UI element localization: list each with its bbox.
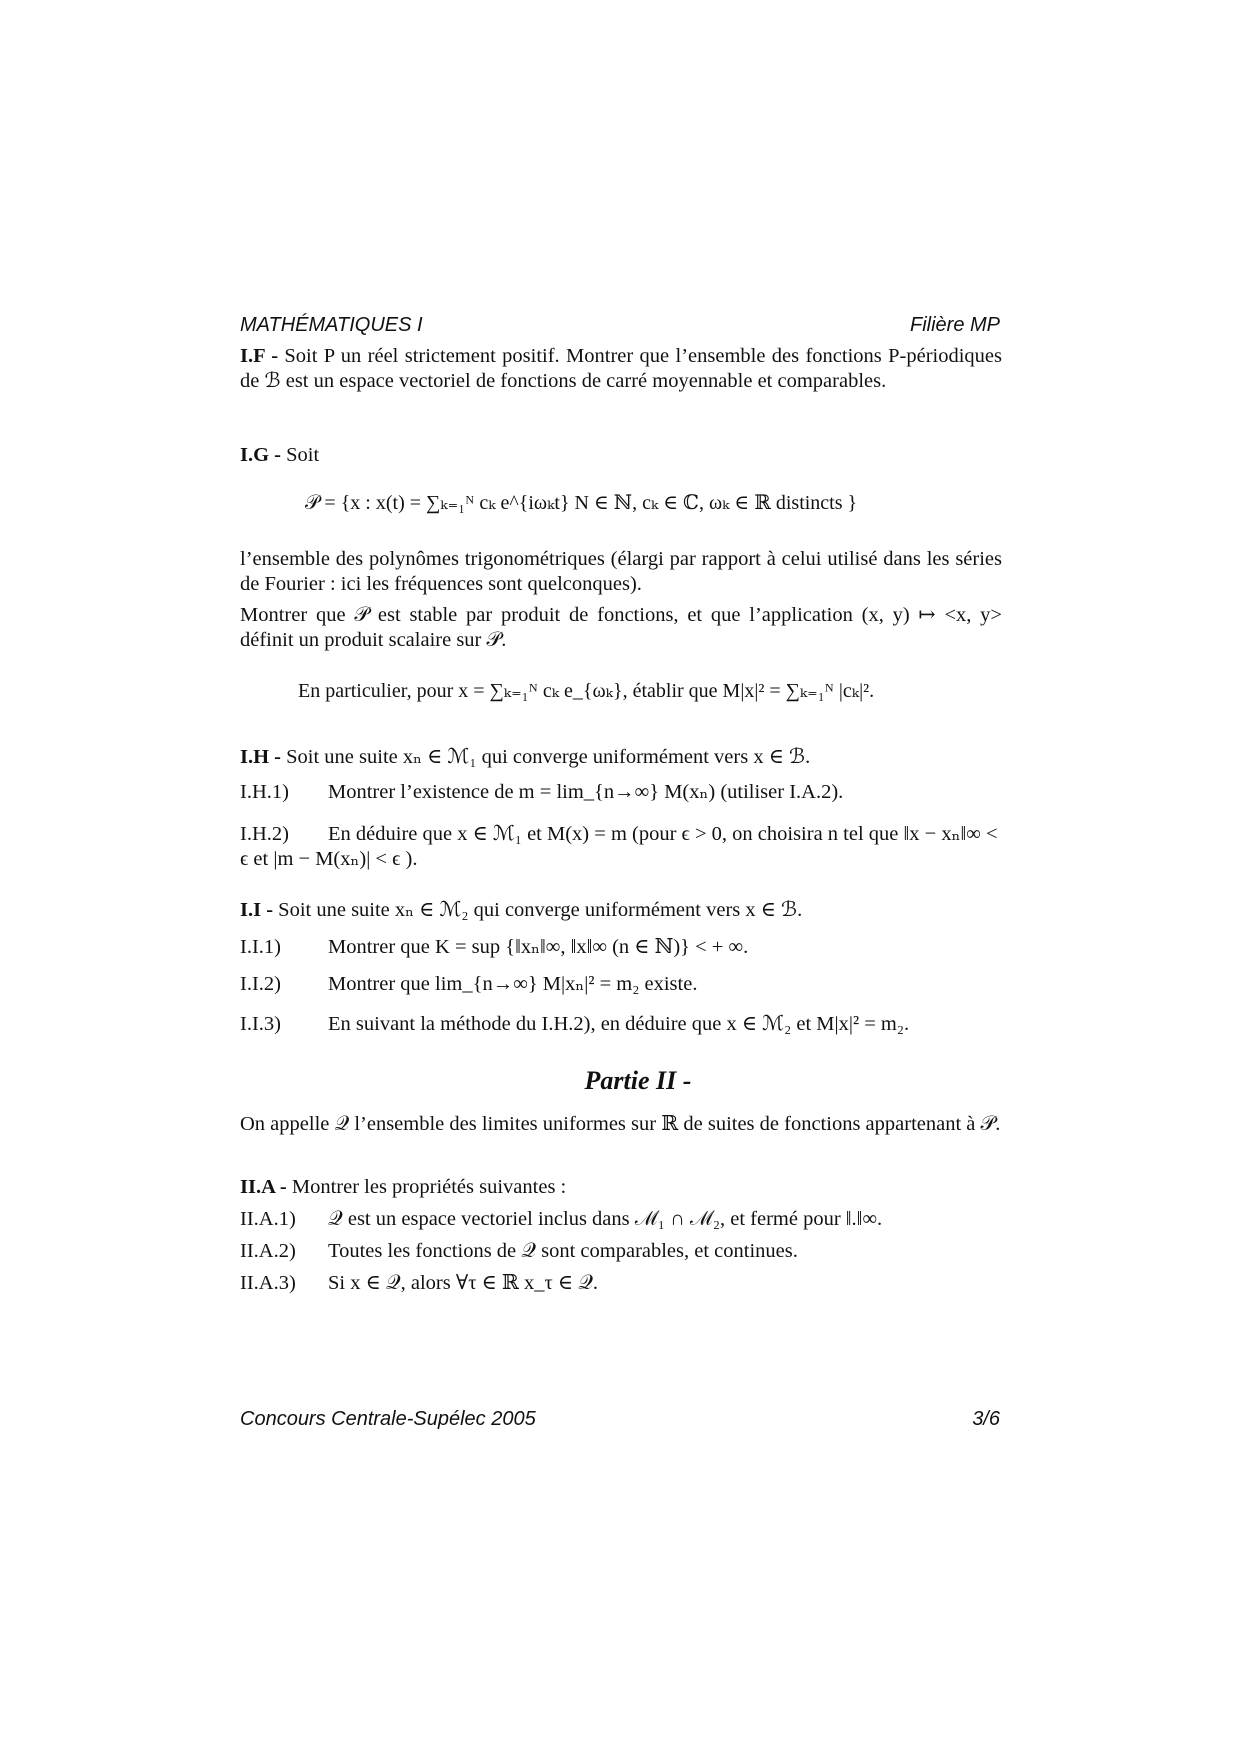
subquestion-number: II.A.2): [240, 1240, 296, 1262]
page-header: [240, 314, 1000, 337]
subquestion-IH2: [240, 822, 1002, 872]
question-II: [240, 898, 1002, 923]
question-IIA: [240, 1175, 1002, 1200]
question-IG: [240, 443, 1002, 468]
subquestion-II1: [240, 935, 1002, 960]
subquestion-text: Montrer que K = sup {‖xₙ‖∞, ‖x‖∞ (n ∈ ℕ)} < + ∞.: [328, 936, 749, 958]
subquestion-number: I.H.1): [240, 781, 289, 803]
subquestion-number: I.I.2): [240, 973, 281, 995]
subquestion-text: Montrer que lim_{n→∞} M|xₙ|² = m₂ existe.: [328, 973, 698, 995]
formula-text: En particulier, pour x = ∑ₖ₌₁ᴺ cₖ e_{ωₖ}, établir que M|x|² = ∑ₖ₌₁ᴺ |cₖ|².: [298, 680, 875, 702]
subquestion-number: I.H.2): [240, 823, 289, 845]
subquestion-text: En suivant la méthode du I.H.2), en déduire que x ∈ ℳ₂ et M|x|² = m₂.: [328, 1013, 910, 1035]
formula-text: 𝒫 = {x : x(t) = ∑ₖ₌₁ᴺ cₖ e^{iωₖt} N ∈ ℕ, cₖ ∈ ℂ, ωₖ ∈ ℝ distincts }: [305, 492, 858, 514]
page-footer: [240, 1408, 1000, 1431]
subquestion-IIA2: [240, 1239, 1002, 1264]
paragraph-text: l’ensemble des polynômes trigonométriques (élargi par rapport à celui utilisé dans les séries de Fourier : ici les fréquences sont quelconques).: [240, 548, 1002, 595]
subquestion-number: II.A.1): [240, 1208, 296, 1230]
subquestion-number: I.I.3): [240, 1013, 281, 1035]
subquestion-IH1: [240, 780, 1002, 805]
question-text: Soit P un réel strictement positif. Montrer que l’ensemble des fonctions P-périodiques de ℬ est un espace vectoriel de fonctions de carré moyennable et comparables.: [240, 345, 1002, 392]
question-text: Montrer les propriétés suivantes :: [291, 1176, 567, 1198]
question-label: II.A -: [240, 1176, 287, 1198]
subquestion-text: En déduire que x ∈ ℳ₁ et M(x) = m (pour ϵ > 0, on choisira n tel que ‖x − xₙ‖∞ < ϵ et |m − M(xₙ)| < ϵ ).: [240, 823, 998, 870]
subquestion-IIA1: [240, 1207, 1002, 1232]
subquestion-text: Si x ∈ 𝒬, alors ∀τ ∈ ℝ x_τ ∈ 𝒬.: [328, 1272, 599, 1294]
subquestion-number: I.I.1): [240, 936, 281, 958]
subquestion-text: Toutes les fonctions de 𝒬 sont comparables, et continues.: [328, 1240, 798, 1262]
question-intro: Soit: [286, 444, 320, 466]
subquestion-II2: [240, 972, 1002, 997]
subquestion-text: 𝒬 est un espace vectoriel inclus dans ℳ₁ ∩ ℳ₂, et fermé pour ‖.‖∞.: [328, 1208, 883, 1230]
paragraph-trig-polynomials: [240, 547, 1002, 597]
question-text: Soit une suite xₙ ∈ ℳ₁ qui converge uniformément vers x ∈ ℬ.: [286, 746, 811, 768]
page-number: 3/6: [972, 1408, 1000, 1430]
question-label: I.I -: [240, 899, 274, 921]
subquestion-IIA3: [240, 1271, 1002, 1296]
question-label: I.H -: [240, 746, 281, 768]
header-track: Filière MP: [909, 314, 1000, 336]
subquestion-number: II.A.3): [240, 1272, 296, 1294]
question-label: I.G -: [240, 444, 281, 466]
question-IH: [240, 745, 1002, 770]
subquestion-text: Montrer l’existence de m = lim_{n→∞} M(xₙ) (utiliser I.A.2).: [328, 781, 844, 803]
paragraph-text: Montrer que 𝒫 est stable par produit de fonctions, et que l’application (x, y) ↦ <x, y> définit un produit scalaire sur 𝒫.: [240, 604, 1002, 651]
paragraph-Q-definition: [240, 1112, 1002, 1137]
paragraph-text: On appelle 𝒬 l’ensemble des limites uniformes sur ℝ de suites de fonctions appartenant à 𝒫.: [240, 1113, 1001, 1135]
subquestion-II3: [240, 1012, 1002, 1037]
paragraph-stable-product: [240, 603, 1002, 653]
formula-parseval: [298, 678, 998, 703]
question-label: I.F -: [240, 345, 279, 367]
question-text: Soit une suite xₙ ∈ ℳ₂ qui converge uniformément vers x ∈ ℬ.: [278, 899, 803, 921]
question-IF: [240, 344, 1002, 394]
header-subject: MATHÉMATIQUES I: [240, 314, 423, 336]
footer-contest: Concours Centrale-Supélec 2005: [240, 1408, 536, 1430]
formula-P-definition: [305, 490, 1005, 515]
part-title: Partie II -: [584, 1066, 692, 1095]
